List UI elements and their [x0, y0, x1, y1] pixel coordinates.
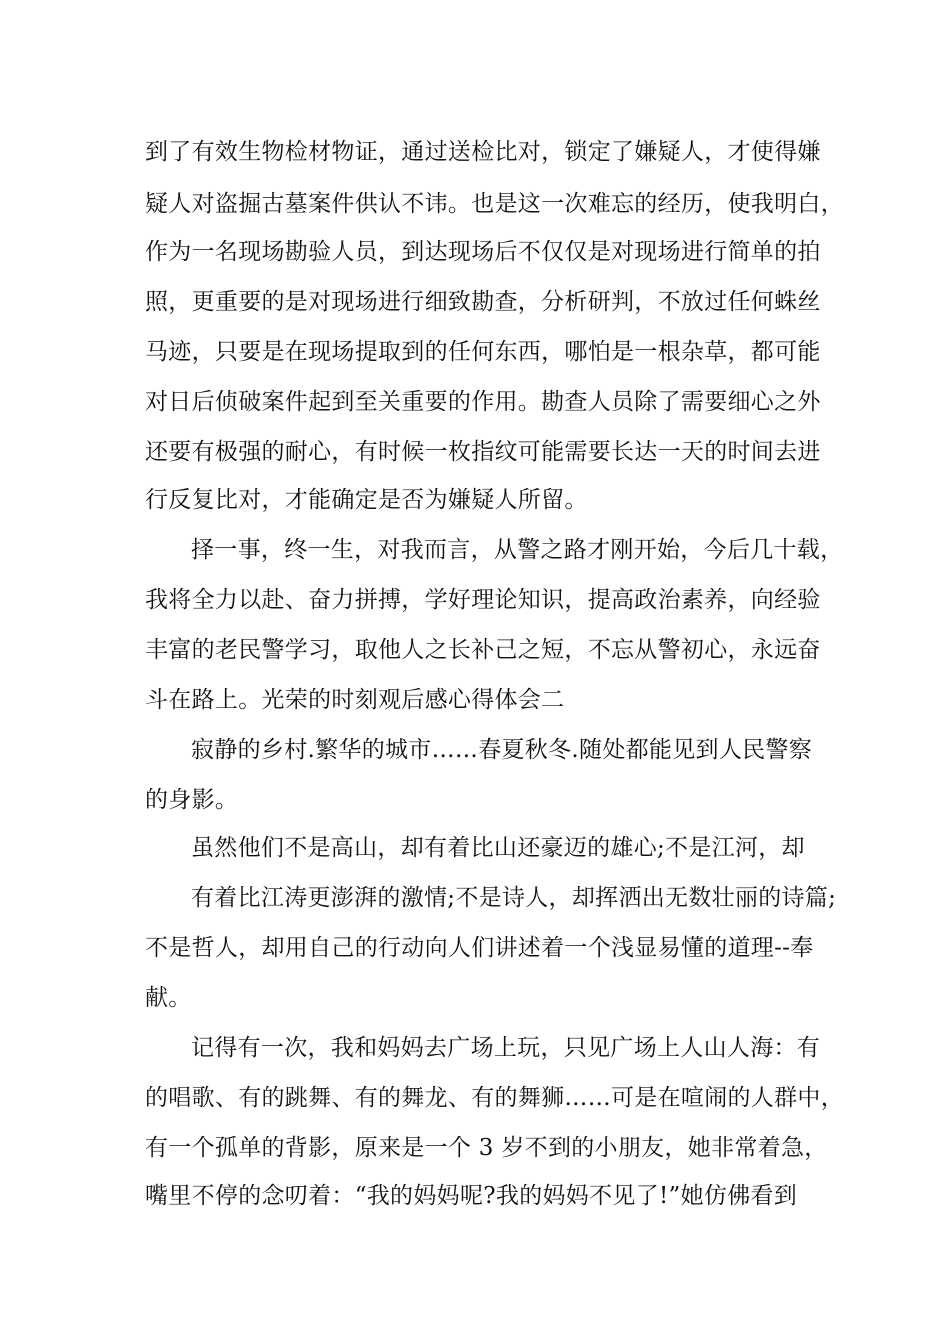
text-line: 献。 [145, 985, 192, 1011]
text-line: 到了有效生物检材物证，通过送检比对，锁定了嫌疑人，才使得嫌 [145, 139, 821, 165]
text-line: 不是哲人，却用自己的行动向人们讲述着一个浅显易懂的道理--奉 [145, 935, 814, 961]
text-line: 马迹，只要是在现场提取到的任何东西，哪怕是一根杂草，都可能 [145, 339, 821, 365]
text-line: 丰富的老民警学习，取他人之长补己之短，不忘从警初心，永远奋 [145, 637, 821, 663]
text-line: 照，更重要的是对现场进行细致勘查，分析研判，不放过任何蛛丝 [145, 289, 821, 315]
text-line: 对日后侦破案件起到至关重要的作用。勘查人员除了需要细心之外 [145, 389, 821, 415]
paragraph-start-line: 有着比江涛更澎湃的激情;不是诗人，却挥洒出无数壮丽的诗篇; [191, 885, 837, 911]
text-line: 疑人对盗掘古墓案件供认不讳。也是这一次难忘的经历，使我明白， [145, 191, 844, 217]
paragraph-start-line: 择一事，终一生，对我而言，从警之路才刚开始，今后几十载， [191, 537, 844, 563]
paragraph-start-line: 记得有一次，我和妈妈去广场上玩，只见广场上人山人海：有 [191, 1035, 821, 1061]
text-line: 我将全力以赴、奋力拼搏，学好理论知识，提高政治素养，向经验 [145, 587, 821, 613]
paragraph-start-line: 虽然他们不是高山，却有着比山还豪迈的雄心;不是江河，却 [191, 835, 805, 861]
text-line: 行反复比对，才能确定是否为嫌疑人所留。 [145, 487, 588, 513]
text-line: 作为一名现场勘验人员，到达现场后不仅仅是对现场进行简单的拍 [145, 239, 821, 265]
text-line: 的身影。 [145, 787, 239, 813]
paragraph-start-line: 寂静的乡村.繁华的城市……春夏秋冬.随处都能见到人民警察 [191, 737, 813, 763]
text-line: 嘴里不停的念叨着：“我的妈妈呢?我的妈妈不见了!”她仿佛看到 [145, 1183, 798, 1209]
text-line: 斗在路上。光荣的时刻观后感心得体会二 [145, 687, 565, 713]
text-line: 的唱歌、有的跳舞、有的舞龙、有的舞狮……可是在喧闹的人群中， [145, 1085, 844, 1111]
text-line: 有一个孤单的背影，原来是一个 3 岁不到的小朋友，她非常着急， [145, 1135, 828, 1161]
text-line: 还要有极强的耐心，有时候一枚指纹可能需要长达一天的时间去进 [145, 439, 821, 465]
